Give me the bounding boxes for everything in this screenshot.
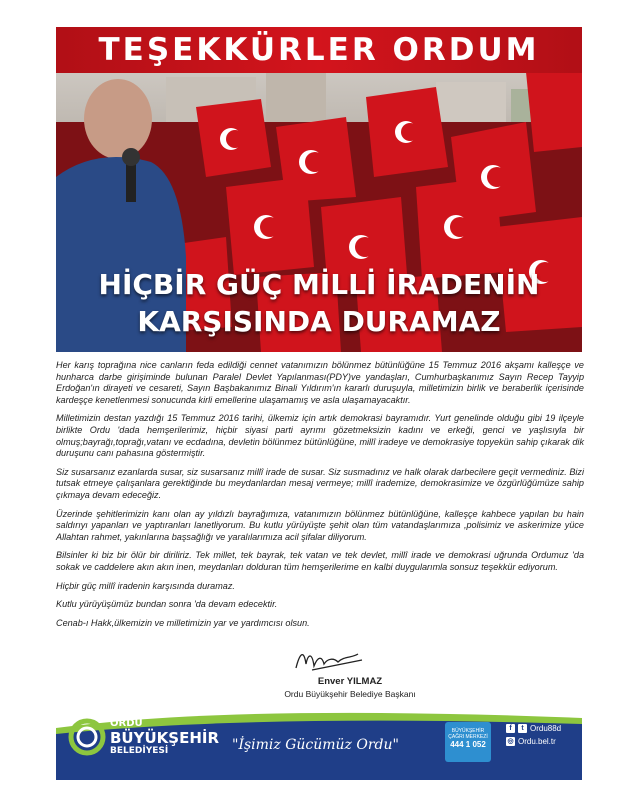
call-center-label-2: ÇAĞRI MERKEZİ	[448, 734, 488, 740]
paragraph: Her karış toprağına nice canların feda edildiği cennet vatanımızın bölünmez bütünlüğüne 15 Temmuz 2016 akşamı kalleşçe ve hunharca darbe girişiminde bulunan Paralel Devlet Yapılanması(PDY)ve yandaşları, Cumhurbaşkanımız Sayın Recep Tayyip Erdoğan'ın dirayeti ve cesareti, Sayın Başbakanımız Binali Yıldırım'ın kararlı duruşuyla, milletimizin birlik ve beraberlik içerisinde kardeşçe kenetlenmesi sonucunda kirli emellerine ulaşamamış ve asla ulaşamayacaktır.	[56, 360, 584, 405]
twitter-icon: t	[518, 724, 527, 733]
hero-photo	[56, 27, 582, 352]
call-center-label-1: BÜYÜKŞEHİR	[451, 728, 485, 734]
paragraph: Kutlu yürüyüşümüz bundan sonra 'da devam edecektir.	[56, 599, 278, 610]
social-handle: Ordu88d	[530, 724, 562, 733]
logo-text-buyuksehir: BÜYÜKŞEHİR	[110, 729, 220, 747]
crowd-with-flags-image	[56, 27, 582, 352]
paragraph: Bilsinler ki biz bir ölür bir diriliriz. Tek millet, tek bayrak, tek vatan ve tek devlet, millî irade ve demokrasi uğrunda Ordumuz 'da sokak ve caddelere akın akın inen, meydanları dolduran tüm hemşerilerime en kalbi duygularımla sonsuz teşekkür ediyorum.	[56, 550, 584, 572]
call-center-number: 444 1 052	[450, 740, 486, 749]
slogan-line-1: HİÇBİR GÜÇ MİLLİ İRADENİN	[98, 268, 540, 301]
paragraph: Cenab-ı Hakk,ülkemizin ve milletimizin yar ve yardımcısı olsun.	[56, 617, 310, 628]
call-center-badge	[445, 722, 491, 762]
motto-text: "İşimiz Gücümüz Ordu"	[232, 737, 399, 753]
globe-icon: ◎	[507, 738, 514, 746]
message-body	[56, 360, 584, 636]
website-row[interactable]	[506, 735, 561, 748]
logo-text-ordu: ORDU	[110, 718, 143, 729]
handwritten-signature	[292, 646, 372, 674]
municipality-logo-icon	[68, 718, 106, 756]
paragraph: Üzerinde şehitlerimizin kanı olan ay yıldızlı bayrağımıza, vatanımızın bölünmez bütünlüğüne, kalleşçe kahbece yapılan bu hain saldırıyı yapanları ve yaptıranları lanetliyorum. Bu kutlu yürüyüşte şehit olan tüm vatandaşlarımıza ,polisimiz ve askerimize yüce Allahtan rahmet, yakınlarına başsağlığı ve yaralılarımıza acil şifalar diliyorum.	[56, 508, 584, 542]
paragraph: Siz susarsanız ezanlarda susar, siz susarsanız millî irade de susar. Siz susmadınız ve halk olarak darbecilere geçit vermediniz. Bizi tutsak etmeye çalışanlara gerektiğinde bu meydanlardan mesaj vermeye; millî irademize, demokrasimize ve özgürlüğümüze sahip çıkmaya devam edeceğiz.	[56, 466, 584, 500]
facebook-icon: f	[506, 724, 515, 733]
logo-text-belediyesi: BELEDİYESİ	[110, 746, 169, 756]
website-link: Ordu.bel.tr	[518, 737, 556, 746]
signatory-role: Ordu Büyükşehir Belediye Başkanı	[284, 689, 416, 699]
slogan-line-2: KARŞISINDA DURAMAZ	[137, 305, 501, 338]
social-links	[506, 722, 561, 748]
page-title: TEŞEKKÜRLER ORDUM	[98, 32, 540, 68]
signatory-name: Enver YILMAZ	[317, 676, 383, 687]
paragraph: Milletimizin destan yazdığı 15 Temmuz 2016 tarihi, ülkemiz için artık demokrasi bayramıdır. Yurt genelinde olduğu gibi 19 ilçeyle birlikte Ordu 'dada hemşerilerimiz, hiçbir siyasi parti ayrımı gözetmeksizin kadını ve erkeği, genci ve yaşlısıyla bir olmuş;bayrağı,toprağı,vatanı ve ecdadına, devletin bölünmez bütünlüğüne, millî iradeye ve demokrasiye topyekün sahip çıkarak dik duruşunu canı pahasına göstermiştir.	[56, 413, 584, 459]
paragraph: Hiçbir güç millî iradenin karşısında duramaz.	[56, 580, 235, 591]
social-handle-row[interactable]	[506, 722, 561, 735]
